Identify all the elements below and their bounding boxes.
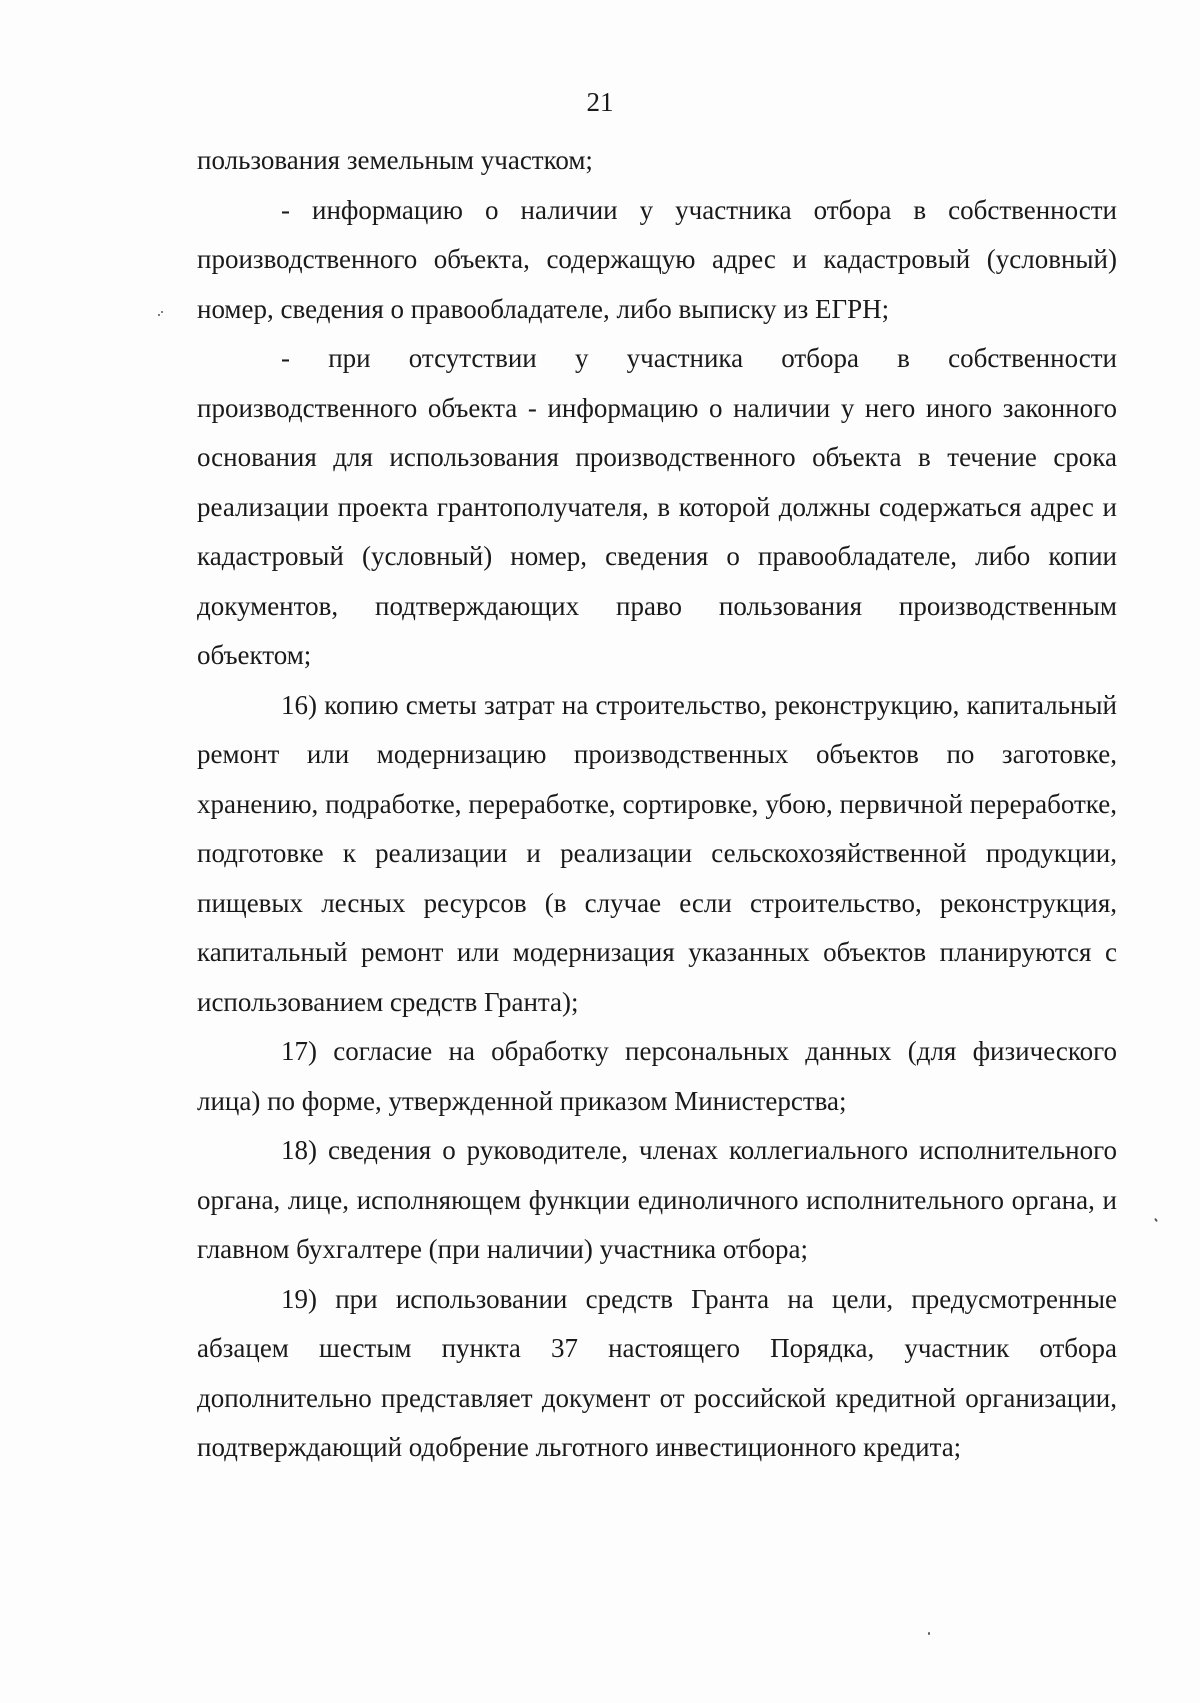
scan-speck (928, 1632, 930, 1635)
paragraph-continuation: пользования земельным участком; (197, 145, 593, 175)
list-item-18: 18) сведения о руководителе, членах коллегиального исполнительного органа, лице, исполняющем функции единоличного исполнительного органа, и главном бухгалтере (при наличии) участника отбора; (197, 1135, 1117, 1264)
scan-speck (1154, 1218, 1158, 1222)
list-item-16: 16) копию сметы затрат на строительство, реконструкцию, капитальный ремонт или модернизацию производственных объектов по заготовке, хранению, подработке, переработке, сортировке, убою, первичной переработке, подготовке к реализации и реализации сельскохозяйственной продукции, пищевых лесных ресурсов (в случае если строительство, реконструкция, капитальный ремонт или модернизация указанных объектов планируются с использованием средств Гранта); (197, 689, 1117, 1017)
list-item-19: 19) при использовании средств Гранта на цели, предусмотренные абзацем шестым пункта 37 настоящего Порядка, участник отбора дополнительно представляет документ от российской кредитной организации, подтверждающий одобрение льготного инвестиционного кредита; (197, 1283, 1117, 1462)
list-item-other-legal-basis: - при отсутствии у участника отбора в собственности производственного объекта - информацию о наличии у него иного законного основания для использования производственного объекта в течение срока реализации проекта грантополучателя, в которой должны содержаться адрес и кадастровый (условный) номер, сведения о правообладателе, либо копии документов, подтверждающих право пользования производственным объектом; (197, 343, 1117, 670)
document-body (197, 136, 1117, 1473)
list-item-ownership-info: - информацию о наличии у участника отбора в собственности производственного объекта, содержащую адрес и кадастровый (условный) номер, сведения о правообладателе, либо выписку из ЕГРН; (197, 194, 1117, 324)
scan-speck (158, 314, 160, 316)
page-number: 21 (586, 87, 614, 117)
scan-speck (161, 311, 163, 313)
list-item-17: 17) согласие на обработку персональных данных (для физического лица) по форме, утвержденной приказом Министерства; (197, 1036, 1117, 1116)
